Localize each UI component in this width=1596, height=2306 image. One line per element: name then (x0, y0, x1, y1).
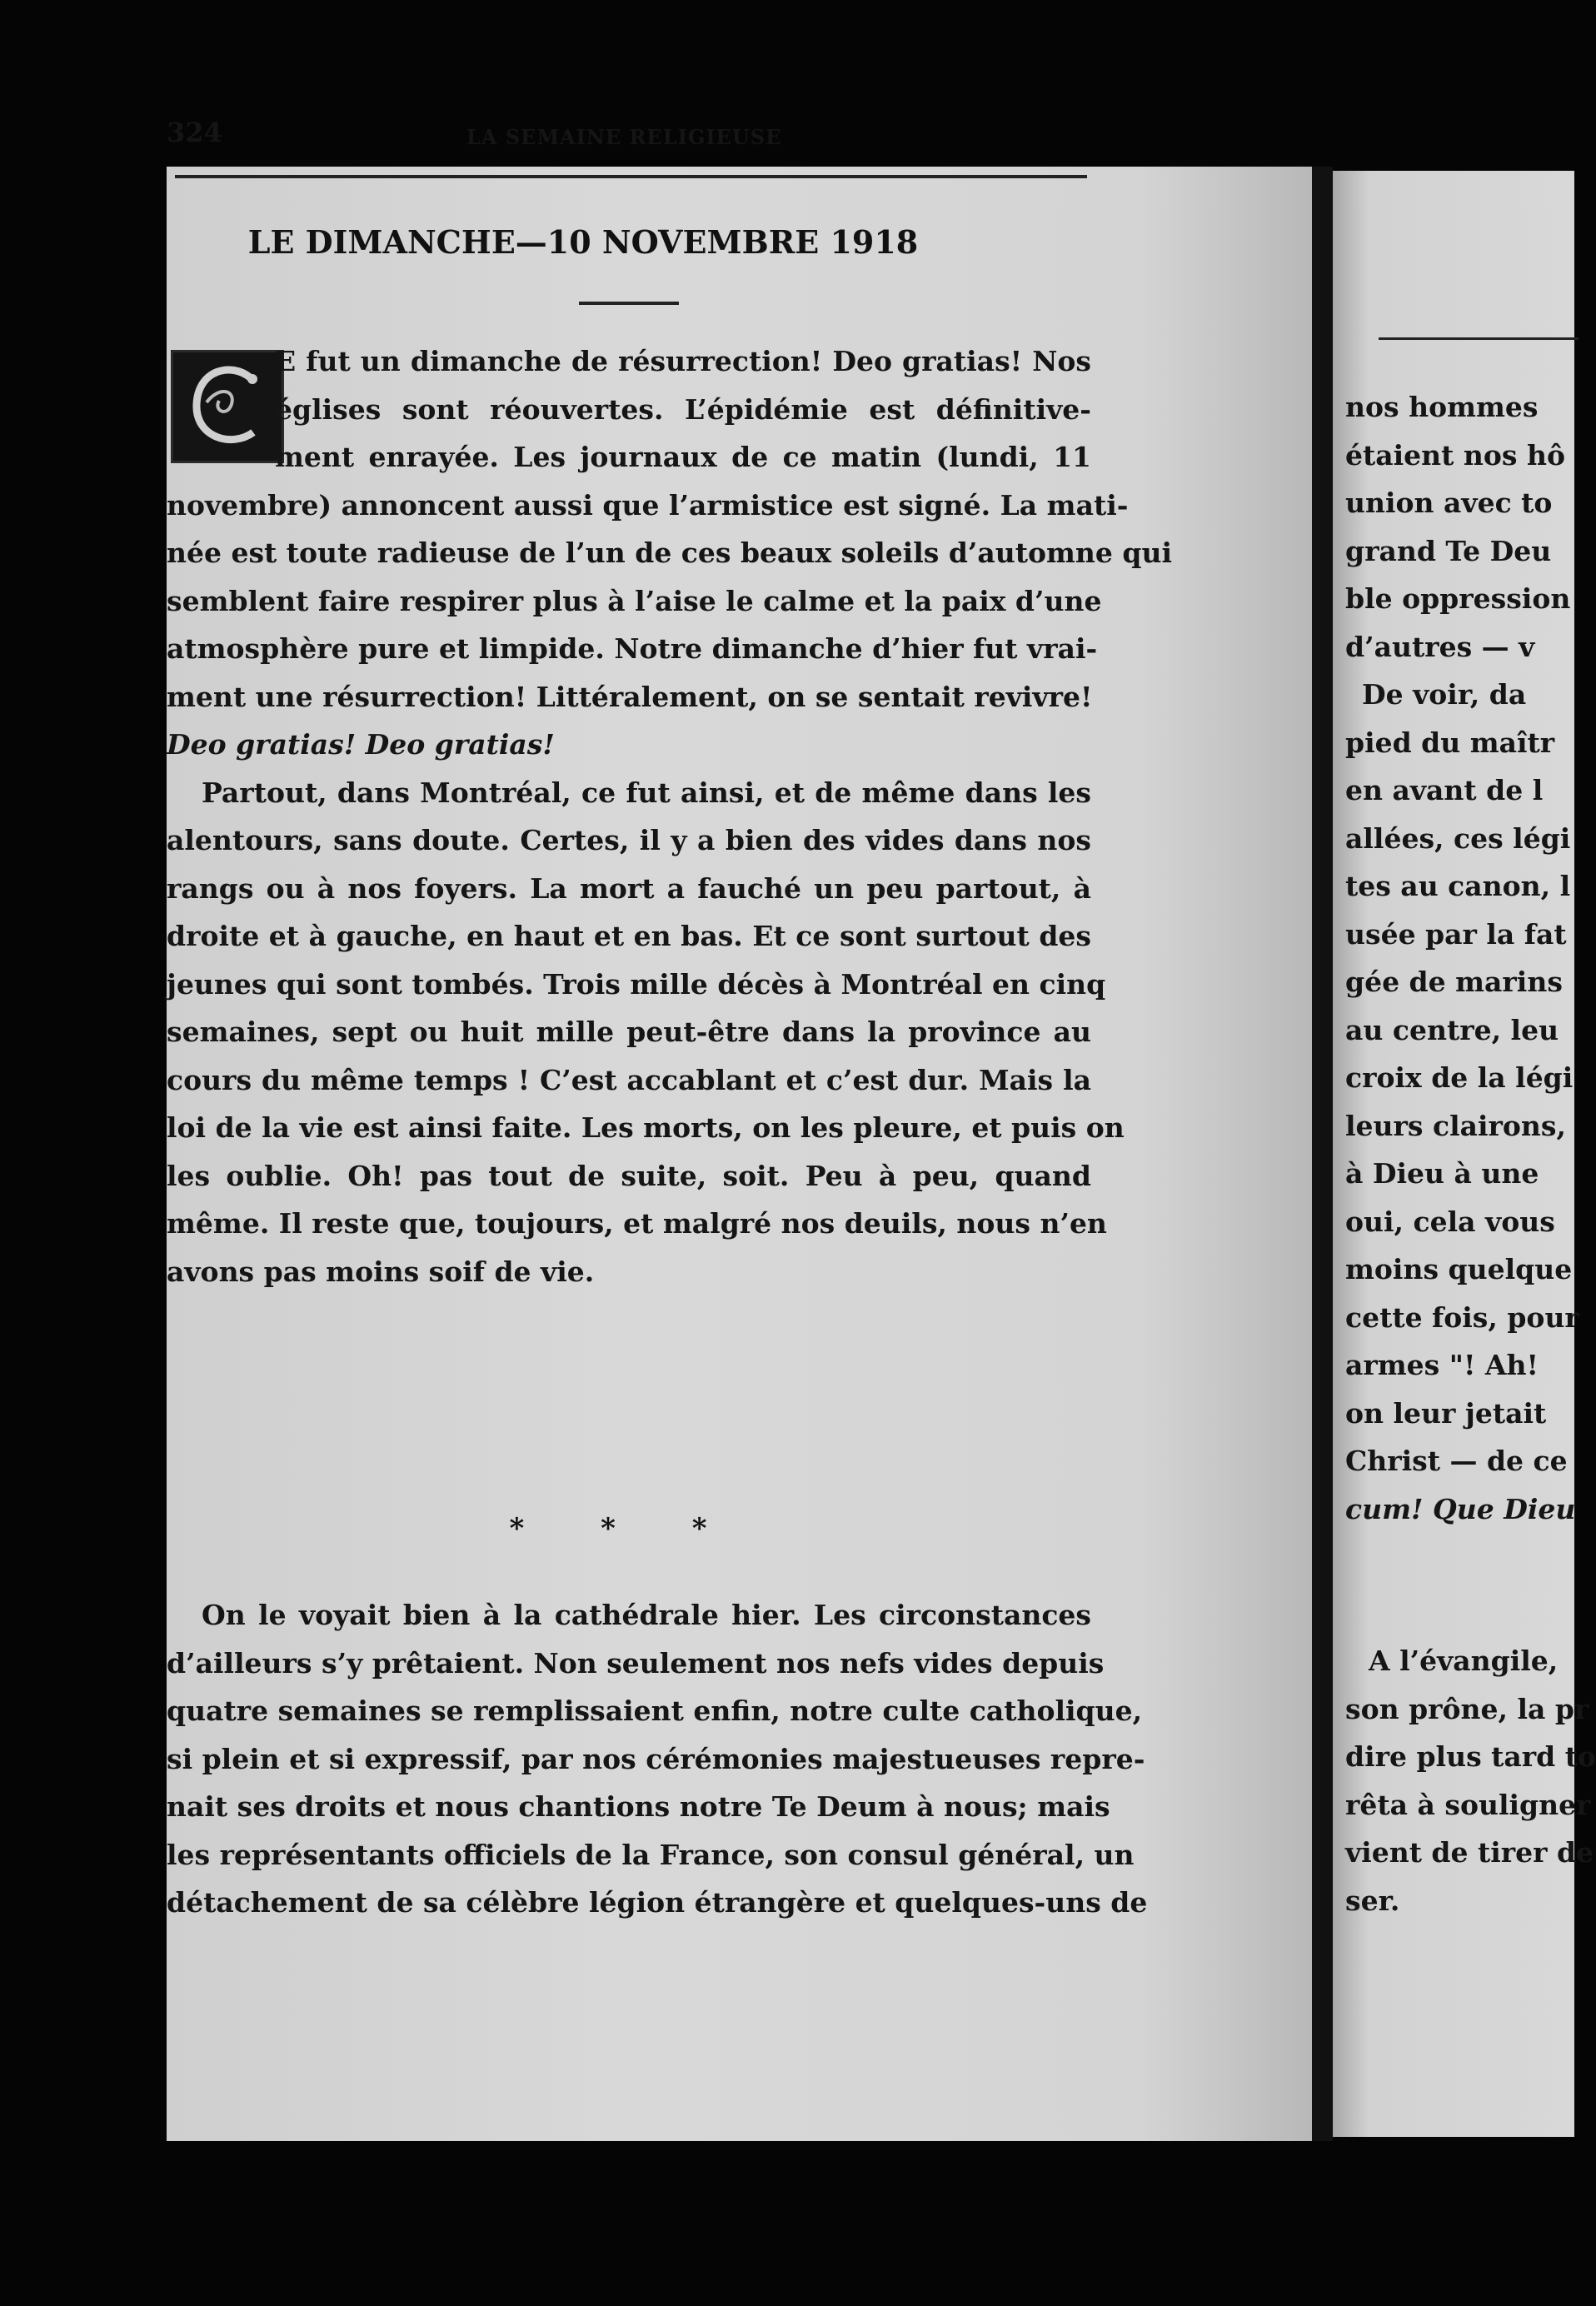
running-title: LA SEMAINE RELIGIEUSE (466, 125, 782, 149)
text-line: Partout, dans Montréal, ce fut ainsi, et de même dans les (202, 776, 1091, 809)
page-gutter (1312, 167, 1333, 2141)
text-line: alentours, sans doute. Certes, il y a bien des vides dans nos (167, 824, 1091, 856)
text-line: grand Te Deu (1345, 534, 1552, 567)
text-line: oui, cela vous (1345, 1205, 1555, 1238)
text-line: d’autres — v (1345, 630, 1535, 663)
text-line: née est toute radieuse de l’un de ces beaux soleils d’automne qui (167, 537, 1173, 569)
text-line: on leur jetait (1345, 1396, 1547, 1430)
text-line: nait ses droits et nous chantions notre Te Deum à nous; mais (167, 1790, 1110, 1823)
text-line: églises sont réouvertes. L’épidémie est définitive- (275, 392, 1091, 426)
text-line: loi de la vie est ainsi faite. Les morts, on les pleure, et puis on (167, 1111, 1125, 1144)
text-line: ment une résurrection! Littéralement, on se sentait revivre! (167, 680, 1093, 713)
text-line: ble oppression (1345, 582, 1571, 615)
text-line: cum! Que Dieu (1345, 1492, 1576, 1525)
text-line: à Dieu à une (1345, 1157, 1539, 1190)
text-line: cette fois, pour (1345, 1300, 1579, 1334)
text-line-italic: Deo gratias! Deo gratias! (167, 728, 555, 761)
text-line: même. Il reste que, toujours, et malgré nos deuils, nous n’en (167, 1207, 1107, 1240)
text-line: vient de tirer de (1345, 1836, 1594, 1869)
text-line: usée par la fat (1345, 917, 1567, 951)
text-line: armes "! Ah! (1345, 1349, 1539, 1381)
text-line: tes au canon, l (1345, 870, 1571, 902)
text-line: au centre, leu (1345, 1013, 1559, 1046)
text-line: droite et à gauche, en haut et en bas. Et ce sont surtout des (167, 920, 1091, 952)
text-line: rêta à souligner (1345, 1788, 1591, 1821)
text-line: E fut un dimanche de résurrection! Deo gratias! Nos (275, 345, 1091, 377)
text-line: quatre semaines se remplissaient enfin, notre culte catholique, (167, 1695, 1143, 1727)
paragraph-3 (167, 1591, 1148, 1927)
page-number: 324 (167, 117, 222, 148)
text-line: croix de la légi (1345, 1061, 1574, 1094)
right-page-header-rule (1379, 337, 1579, 340)
paragraph-1 (167, 337, 1173, 1295)
text-line: avons pas moins soif de vie. (167, 1255, 595, 1288)
text-line: union avec to (1345, 487, 1553, 519)
right-page-text-top (1345, 383, 1587, 1533)
text-line: leurs clairons, (1345, 1109, 1566, 1142)
right-page-text-bottom (1345, 1637, 1596, 1924)
text-line: nos hommes (1345, 391, 1539, 423)
text-line: d’ailleurs s’y prêtaient. Non seulement nos nefs vides depuis (167, 1646, 1105, 1680)
text-line: moins quelque (1345, 1253, 1573, 1285)
text-line: Christ — de ce (1345, 1445, 1568, 1477)
text-line: détachement de sa célèbre légion étrangère et quelques-uns de (167, 1886, 1148, 1919)
text-line: atmosphère pure et limpide. Notre dimanche d’hier fut vrai- (167, 632, 1098, 665)
text-line: son prône, la pr (1345, 1692, 1589, 1725)
text-line: A l’évangile, (1369, 1645, 1559, 1677)
text-line: De voir, da (1362, 678, 1527, 711)
text-line: jeunes qui sont tombés. Trois mille décès à Montréal en cinq (167, 967, 1106, 1001)
text-line: On le voyait bien à la cathédrale hier. Les circonstances (202, 1599, 1091, 1631)
text-line: les représentants officiels de la France, son consul général, un (167, 1838, 1135, 1871)
running-head (167, 117, 1000, 150)
text-line: semblent faire respirer plus à l’aise le calme et la paix d’une (167, 584, 1102, 617)
text-line: rangs ou à nos foyers. La mort a fauché un peu partout, à (167, 871, 1091, 905)
text-line: les oublie. Oh! pas tout de suite, soit. Peu à peu, quand (167, 1159, 1091, 1192)
text-line: dire plus tard to (1345, 1740, 1596, 1773)
text-line: ment enrayée. Les journaux de ce matin (lundi, 11 (275, 441, 1091, 473)
text-line: novembre) annoncent aussi que l’armistice est signé. La mati- (167, 488, 1129, 522)
text-line: cours du même temps ! C’est accablant et c’est dur. Mais la (167, 1063, 1091, 1096)
title-rule (579, 302, 679, 305)
text-line: semaines, sept ou huit mille peut-être dans la province au (167, 1016, 1091, 1048)
text-line: en avant de l (1345, 774, 1544, 806)
text-line: étaient nos hô (1345, 438, 1565, 472)
text-line: si plein et si expressif, par nos cérémonies majestueuses repre- (167, 1742, 1145, 1775)
header-rule (175, 175, 1087, 178)
section-separator: * * * (509, 1512, 741, 1545)
text-line: ser. (1345, 1884, 1400, 1917)
text-line: pied du maîtr (1345, 726, 1555, 759)
text-line: gée de marins (1345, 966, 1563, 998)
text-line: allées, ces légi (1345, 821, 1571, 855)
article-title: LE DIMANCHE—10 NOVEMBRE 1918 (247, 223, 919, 261)
